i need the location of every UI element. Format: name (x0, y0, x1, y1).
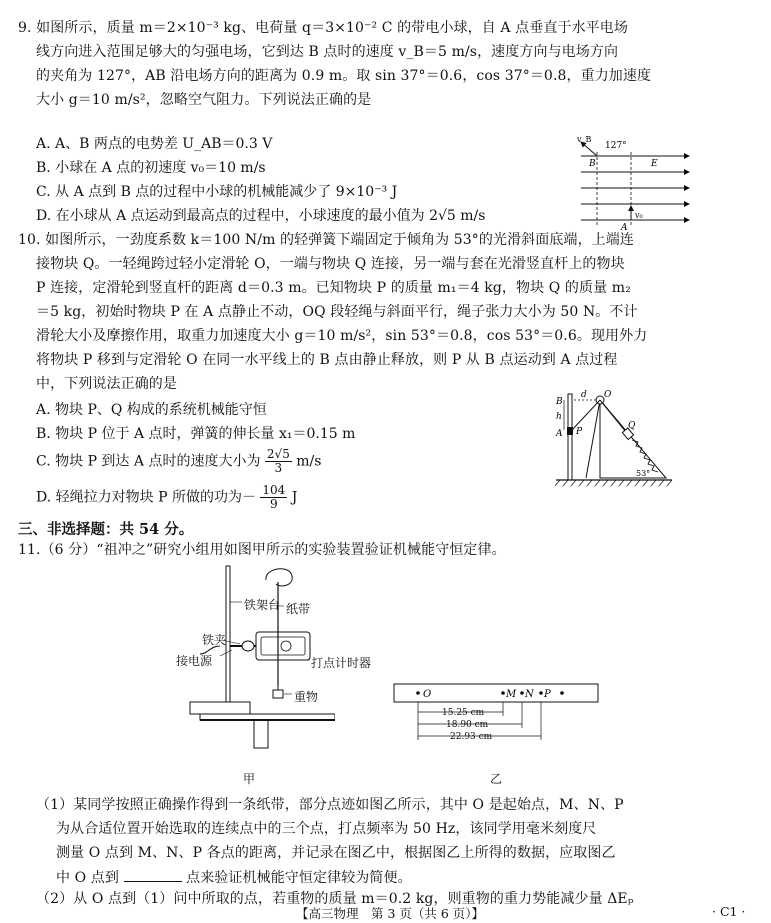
q10-line-2: 接物块 Q。一轻绳跨过轻小定滑轮 O，一端与物块 Q 连接，另一端与套在光滑竖直杆上的物块 (36, 256, 625, 272)
block-p (567, 427, 573, 435)
point-label-n: N (525, 689, 534, 700)
q9-line-3: 的夹角为 127°，AB 沿电场方向的距离为 0.9 m。取 sin 37°＝0.6，cos 37°＝0.8，重力加速度 (36, 68, 652, 84)
fig-jia-caption: 甲 (243, 772, 256, 786)
q11-p1-line-4 (56, 869, 412, 887)
dist-op: 22.93 cm (450, 732, 493, 742)
dist-om: 15.25 cm (442, 708, 485, 718)
dist-on: 18.90 cm (446, 720, 489, 730)
vertical-rod (568, 394, 572, 480)
spring (632, 440, 658, 472)
q9-option-b: B. 小球在 A 点的初速度 v₀＝10 m/s (36, 160, 266, 176)
dot-extra (560, 691, 564, 695)
q11-p1-line-2: 为从合适位置开始选取的连续点中的三个点，打点频率为 50 Hz，该同学用毫米刻度尺 (56, 821, 597, 837)
fig-yi-caption: 乙 (490, 772, 503, 786)
q9-line-1: 9. 如图所示，质量 m＝2×10⁻³ kg、电荷量 q＝3×10⁻² C 的带电小球，自 A 点垂直于水平电场 (18, 20, 628, 36)
label-iron-stand: 铁架台 (244, 598, 281, 612)
q11-fig-yi-tape (392, 682, 602, 744)
frac-numerator: 2√5 (266, 447, 290, 461)
timer-inner (261, 637, 305, 655)
page-code: · C1 · (712, 904, 746, 919)
q9-option-d: D. 在小球从 A 点运动到最高点的过程中，小球速度的最小值为 2√5 m/s (36, 208, 486, 224)
timer-disc (281, 641, 291, 651)
q9-fig-v0: v₀ (635, 211, 643, 220)
label-weight: 重物 (294, 690, 319, 704)
q11-p1-line-3: 测量 O 点到 M、N、P 各点的距离，并记录在图乙中，根据图乙上所得的数据，应取图乙 (56, 845, 616, 861)
q10-line-3: P 连接，定滑轮到竖直杆的距离 d＝0.3 m。已知物块 P 的质量 m₁＝4 kg，物块 Q 的质量 m₂ (36, 280, 631, 296)
q11-intro: 11.（6 分）“祖冲之”研究小组用如图甲所示的实验装置验证机械能守恒定律。 (18, 542, 506, 558)
frac-denominator: 3 (274, 461, 283, 475)
label-paper-tape: 纸带 (286, 602, 311, 616)
table-leg (254, 720, 268, 748)
q10-option-d-unit: J (291, 489, 298, 506)
timer-body (256, 632, 310, 660)
frac-numerator: 104 (262, 483, 286, 497)
stand-rod (226, 566, 230, 702)
q10-option-c-text: C. 物块 P 到达 A 点时的速度大小为 (36, 453, 261, 470)
q9-field-figure (575, 132, 695, 232)
dot-p (539, 691, 543, 695)
dot-n (520, 691, 524, 695)
q10-fig-angle: 53° (636, 469, 651, 478)
q9-line-2: 线方向进入范围足够大的匀强电场，它到达 B 点时的速度 v_B＝5 m/s，速度方向与电场方向 (36, 44, 619, 60)
pulley-support (586, 400, 600, 478)
q10-option-d-text: D. 轻绳拉力对物块 P 所做的功为－ (36, 489, 256, 506)
q10-line-7: 中，下列说法正确的是 (36, 376, 177, 392)
q10-option-d-fraction (260, 484, 287, 511)
rope-oq (600, 400, 626, 432)
q10-fig-a: A (556, 429, 563, 439)
q10-line-6: 将物块 P 移到与定滑轮 O 在同一水平线上的 B 点由静止释放，则 P 从 B 点运动到 A 点过程 (36, 352, 618, 368)
q10-line-1: 10. 如图所示，一劲度系数 k＝100 N/m 的轻弹簧下端固定于倾角为 53°的光滑斜面底端，上端连 (18, 232, 634, 248)
frac-denominator: 9 (270, 497, 278, 511)
q10-option-a: A. 物块 P、Q 构成的系统机械能守恒 (36, 402, 267, 418)
ground-hatch (555, 480, 672, 486)
section-heading: 三、非选择题：共 54 分。 (18, 521, 194, 538)
q10-option-c-fraction (265, 448, 292, 475)
q10-line-4: ＝5 kg，初始时物块 P 在 A 点静止不动，OQ 段轻绳与斜面平行，绳子张力大小为 50 N。不计 (36, 304, 638, 320)
vb-arrow (581, 142, 597, 156)
clamp (242, 641, 254, 651)
label-power: 接电源 (176, 654, 213, 668)
q11-p1-text-pre: 中 O 点到 (56, 870, 119, 886)
q10-option-d (36, 484, 297, 511)
q9-fig-a: A (621, 223, 628, 232)
q9-fig-vb: v_B (577, 135, 592, 144)
weight (273, 690, 283, 698)
q10-fig-q: Q (628, 421, 636, 431)
point-label-o: O (423, 689, 432, 700)
q9-option-a: A. A、B 两点的电势差 U_AB＝0.3 V (36, 136, 273, 152)
hand-icon (266, 569, 292, 586)
point-label-p: P (544, 689, 551, 700)
page-footer: 【高三物理 第 3 页（共 6 页）】 (296, 906, 485, 921)
q9-fig-angle: 127° (605, 141, 627, 151)
q10-pulley-figure (548, 386, 678, 488)
q11-p1-text-post: 点来验证机械能守恒定律较为简便。 (186, 870, 412, 886)
q10-fig-d: d (581, 390, 587, 400)
q9-fig-b: B (589, 159, 596, 169)
label-clamp: 铁夹 (202, 633, 227, 647)
label-timer: 打点计时器 (311, 656, 372, 670)
q10-fig-b: B (556, 397, 563, 407)
dot-m (501, 691, 505, 695)
q9-fig-e: E (651, 159, 658, 169)
answer-blank[interactable] (124, 869, 182, 882)
q10-fig-o: O (604, 390, 612, 400)
dot-o (416, 691, 420, 695)
q9-line-4: 大小 g＝10 m/s²，忽略空气阻力。下列说法正确的是 (36, 92, 372, 108)
q10-fig-h: h (556, 412, 562, 422)
q10-option-b: B. 物块 P 位于 A 点时，弹簧的伸长量 x₁＝0.15 m (36, 426, 356, 442)
point-label-m: M (506, 689, 517, 700)
q10-option-c-unit: m/s (296, 453, 322, 470)
q9-option-c: C. 从 A 点到 B 点的过程中小球的机械能减少了 9×10⁻³ J (36, 184, 398, 200)
q10-line-5: 滑轮大小及摩擦作用，取重力加速度大小 g＝10 m/s²，sin 53°＝0.8，cos 53°＝0.6。现用外力 (36, 328, 648, 344)
q10-option-c (36, 448, 321, 475)
stand-base (190, 702, 250, 714)
q11-p1-line-1: （1）某同学按照正确操作得到一条纸带，部分点迹如图乙所示，其中 O 是起始点，M、N、P (36, 797, 624, 813)
q11-p2-line: （2）从 O 点到（1）问中所取的点，若重物的质量 m＝0.2 kg，则重物的重力势能减少量 ΔEₚ (36, 891, 634, 907)
q10-fig-p: P (576, 427, 583, 437)
